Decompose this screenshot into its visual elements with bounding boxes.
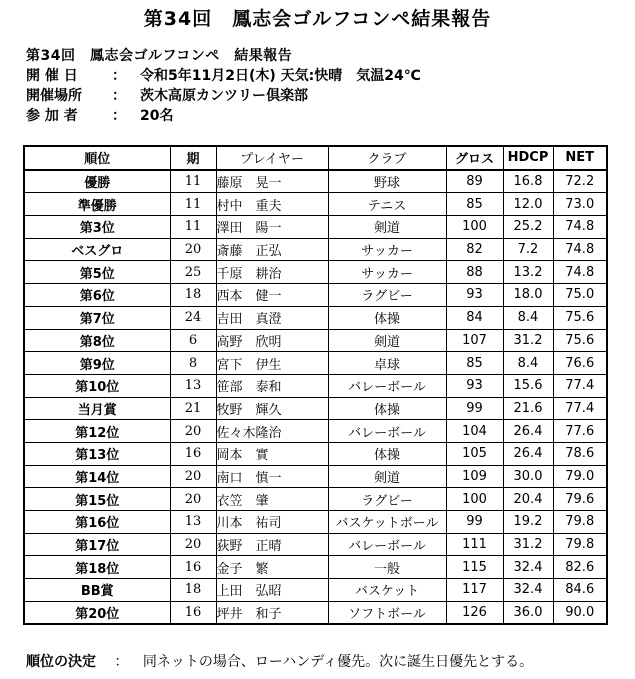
cell-gross: 100 bbox=[446, 216, 503, 239]
page-title: 第34回 鳳志会ゴルフコンペ結果報告 bbox=[143, 8, 492, 30]
cell-hdcp: 13.2 bbox=[503, 261, 553, 284]
cell-term: 8 bbox=[170, 352, 216, 375]
cell-net: 84.6 bbox=[553, 579, 607, 602]
cell-player: 荻野 正晴 bbox=[216, 533, 328, 556]
table-row bbox=[24, 193, 607, 216]
cell-rank: 第6位 bbox=[24, 284, 170, 307]
cell-hdcp: 20.4 bbox=[503, 488, 553, 511]
cell-club: ソフトボール bbox=[328, 601, 446, 624]
header-gross: グロス bbox=[446, 146, 503, 170]
table-row bbox=[24, 556, 607, 579]
venue-separator: ： bbox=[112, 88, 126, 104]
cell-club: 一般 bbox=[328, 556, 446, 579]
cell-term: 16 bbox=[170, 601, 216, 624]
cell-player: 宮下 伊生 bbox=[216, 352, 328, 375]
cell-term: 21 bbox=[170, 397, 216, 420]
cell-player: 村中 重夫 bbox=[216, 193, 328, 216]
table-row bbox=[24, 442, 607, 465]
cell-gross: 99 bbox=[446, 397, 503, 420]
cell-gross: 111 bbox=[446, 533, 503, 556]
table-row bbox=[24, 170, 607, 193]
cell-rank: 第8位 bbox=[24, 329, 170, 352]
cell-rank: 準優勝 bbox=[24, 193, 170, 216]
cell-club: 剣道 bbox=[328, 216, 446, 239]
cell-term: 18 bbox=[170, 579, 216, 602]
table-row bbox=[24, 465, 607, 488]
cell-player: 笹部 泰和 bbox=[216, 374, 328, 397]
cell-gross: 105 bbox=[446, 442, 503, 465]
ranking-rule-separator: ： bbox=[114, 654, 129, 670]
cell-player: 藤原 晃一 bbox=[216, 170, 328, 193]
cell-term: 25 bbox=[170, 261, 216, 284]
cell-club: 体操 bbox=[328, 306, 446, 329]
cell-player: 衣笠 肇 bbox=[216, 488, 328, 511]
cell-club: バレーボール bbox=[328, 374, 446, 397]
cell-term: 11 bbox=[170, 216, 216, 239]
cell-club: 体操 bbox=[328, 397, 446, 420]
cell-net: 79.0 bbox=[553, 465, 607, 488]
cell-hdcp: 16.8 bbox=[503, 170, 553, 193]
cell-net: 75.6 bbox=[553, 329, 607, 352]
table-row bbox=[24, 261, 607, 284]
ranking-rule-text: 同ネットの場合、ローハンディ優先。次に誕生日優先とする。 bbox=[142, 654, 534, 670]
cell-hdcp: 26.4 bbox=[503, 442, 553, 465]
cell-rank: 第7位 bbox=[24, 306, 170, 329]
cell-term: 20 bbox=[170, 420, 216, 443]
cell-rank: 第13位 bbox=[24, 442, 170, 465]
ranking-rule bbox=[26, 651, 533, 671]
results-body bbox=[24, 170, 607, 625]
cell-gross: 82 bbox=[446, 238, 503, 261]
cell-rank: 第18位 bbox=[24, 556, 170, 579]
cell-player: 牧野 輝久 bbox=[216, 397, 328, 420]
cell-gross: 88 bbox=[446, 261, 503, 284]
cell-gross: 85 bbox=[446, 193, 503, 216]
cell-term: 11 bbox=[170, 170, 216, 193]
cell-term: 16 bbox=[170, 442, 216, 465]
table-row bbox=[24, 284, 607, 307]
cell-rank: 第3位 bbox=[24, 216, 170, 239]
table-row bbox=[24, 579, 607, 602]
header-net: NET bbox=[553, 146, 607, 170]
table-row bbox=[24, 238, 607, 261]
cell-rank: 当月賞 bbox=[24, 397, 170, 420]
cell-net: 77.4 bbox=[553, 374, 607, 397]
cell-rank: BB賞 bbox=[24, 579, 170, 602]
event-info bbox=[26, 46, 421, 126]
cell-player: 川本 祐司 bbox=[216, 511, 328, 534]
cell-club: サッカー bbox=[328, 238, 446, 261]
table-row bbox=[24, 511, 607, 534]
cell-net: 79.8 bbox=[553, 511, 607, 534]
cell-gross: 93 bbox=[446, 374, 503, 397]
cell-gross: 104 bbox=[446, 420, 503, 443]
cell-gross: 126 bbox=[446, 601, 503, 624]
header-term: 期 bbox=[170, 146, 216, 170]
cell-player: 坪井 和子 bbox=[216, 601, 328, 624]
date-separator: ： bbox=[112, 68, 126, 84]
cell-gross: 84 bbox=[446, 306, 503, 329]
cell-term: 13 bbox=[170, 374, 216, 397]
cell-hdcp: 32.4 bbox=[503, 556, 553, 579]
cell-player: 高野 欣明 bbox=[216, 329, 328, 352]
cell-gross: 99 bbox=[446, 511, 503, 534]
header-hdcp: HDCP bbox=[503, 146, 553, 170]
table-row bbox=[24, 329, 607, 352]
cell-term: 11 bbox=[170, 193, 216, 216]
cell-club: 野球 bbox=[328, 170, 446, 193]
cell-rank: 第20位 bbox=[24, 601, 170, 624]
event-date-row bbox=[26, 66, 421, 86]
cell-gross: 107 bbox=[446, 329, 503, 352]
cell-net: 74.8 bbox=[553, 216, 607, 239]
cell-player: 千原 耕治 bbox=[216, 261, 328, 284]
cell-term: 6 bbox=[170, 329, 216, 352]
cell-term: 20 bbox=[170, 238, 216, 261]
cell-net: 82.6 bbox=[553, 556, 607, 579]
cell-rank: 第14位 bbox=[24, 465, 170, 488]
event-subtitle: 第34回 鳳志会ゴルフコンペ 結果報告 bbox=[26, 48, 293, 64]
table-row bbox=[24, 306, 607, 329]
ranking-rule-label: 順位の決定 bbox=[26, 654, 96, 670]
cell-hdcp: 30.0 bbox=[503, 465, 553, 488]
table-row bbox=[24, 488, 607, 511]
cell-net: 76.6 bbox=[553, 352, 607, 375]
cell-rank: 第16位 bbox=[24, 511, 170, 534]
cell-rank: 第12位 bbox=[24, 420, 170, 443]
cell-player: 斎藤 正弘 bbox=[216, 238, 328, 261]
cell-term: 16 bbox=[170, 556, 216, 579]
cell-player: 吉田 真澄 bbox=[216, 306, 328, 329]
cell-club: バスケット bbox=[328, 579, 446, 602]
cell-gross: 117 bbox=[446, 579, 503, 602]
participants-separator: ： bbox=[112, 108, 126, 124]
cell-club: サッカー bbox=[328, 261, 446, 284]
cell-net: 75.0 bbox=[553, 284, 607, 307]
cell-gross: 89 bbox=[446, 170, 503, 193]
cell-net: 79.8 bbox=[553, 533, 607, 556]
table-row bbox=[24, 397, 607, 420]
cell-hdcp: 18.0 bbox=[503, 284, 553, 307]
cell-hdcp: 36.0 bbox=[503, 601, 553, 624]
table-row bbox=[24, 533, 607, 556]
cell-club: ラグビー bbox=[328, 284, 446, 307]
cell-hdcp: 7.2 bbox=[503, 238, 553, 261]
table-row bbox=[24, 352, 607, 375]
cell-hdcp: 8.4 bbox=[503, 306, 553, 329]
cell-net: 77.4 bbox=[553, 397, 607, 420]
cell-term: 20 bbox=[170, 488, 216, 511]
table-row bbox=[24, 374, 607, 397]
cell-net: 74.8 bbox=[553, 238, 607, 261]
header-rank: 順位 bbox=[24, 146, 170, 170]
table-header-row bbox=[24, 146, 607, 170]
table-row bbox=[24, 216, 607, 239]
cell-gross: 93 bbox=[446, 284, 503, 307]
cell-player: 岡本 實 bbox=[216, 442, 328, 465]
cell-hdcp: 15.6 bbox=[503, 374, 553, 397]
cell-term: 18 bbox=[170, 284, 216, 307]
cell-rank: ベスグロ bbox=[24, 238, 170, 261]
cell-term: 20 bbox=[170, 465, 216, 488]
cell-gross: 85 bbox=[446, 352, 503, 375]
cell-term: 20 bbox=[170, 533, 216, 556]
cell-gross: 115 bbox=[446, 556, 503, 579]
results-table bbox=[23, 145, 608, 625]
cell-rank: 第17位 bbox=[24, 533, 170, 556]
cell-hdcp: 12.0 bbox=[503, 193, 553, 216]
table-row bbox=[24, 420, 607, 443]
cell-player: 南口 慎一 bbox=[216, 465, 328, 488]
cell-player: 金子 繁 bbox=[216, 556, 328, 579]
cell-club: テニス bbox=[328, 193, 446, 216]
cell-rank: 第5位 bbox=[24, 261, 170, 284]
cell-gross: 109 bbox=[446, 465, 503, 488]
cell-term: 24 bbox=[170, 306, 216, 329]
cell-club: ラグビー bbox=[328, 488, 446, 511]
event-venue-row bbox=[26, 86, 421, 106]
cell-rank: 第10位 bbox=[24, 374, 170, 397]
date-value: 令和5年11月2日(木) 天気:快晴 気温24℃ bbox=[140, 68, 421, 84]
cell-net: 75.6 bbox=[553, 306, 607, 329]
cell-net: 79.6 bbox=[553, 488, 607, 511]
cell-club: 剣道 bbox=[328, 465, 446, 488]
cell-rank: 優勝 bbox=[24, 170, 170, 193]
cell-net: 90.0 bbox=[553, 601, 607, 624]
cell-hdcp: 31.2 bbox=[503, 533, 553, 556]
cell-hdcp: 26.4 bbox=[503, 420, 553, 443]
cell-hdcp: 31.2 bbox=[503, 329, 553, 352]
cell-term: 13 bbox=[170, 511, 216, 534]
venue-label: 開催場所 bbox=[26, 88, 82, 104]
cell-club: バレーボール bbox=[328, 533, 446, 556]
cell-club: 剣道 bbox=[328, 329, 446, 352]
cell-net: 72.2 bbox=[553, 170, 607, 193]
cell-hdcp: 8.4 bbox=[503, 352, 553, 375]
cell-club: バスケットボール bbox=[328, 511, 446, 534]
cell-club: バレーボール bbox=[328, 420, 446, 443]
cell-net: 73.0 bbox=[553, 193, 607, 216]
cell-player: 澤田 陽一 bbox=[216, 216, 328, 239]
header-player: プレイヤー bbox=[216, 146, 328, 170]
cell-net: 78.6 bbox=[553, 442, 607, 465]
cell-hdcp: 21.6 bbox=[503, 397, 553, 420]
venue-value: 茨木高原カンツリー倶楽部 bbox=[140, 88, 308, 104]
cell-player: 上田 弘昭 bbox=[216, 579, 328, 602]
header-club: クラブ bbox=[328, 146, 446, 170]
cell-player: 佐々木隆治 bbox=[216, 420, 328, 443]
cell-gross: 100 bbox=[446, 488, 503, 511]
cell-club: 卓球 bbox=[328, 352, 446, 375]
date-label: 開 催 日 bbox=[26, 68, 78, 84]
cell-hdcp: 32.4 bbox=[503, 579, 553, 602]
cell-rank: 第9位 bbox=[24, 352, 170, 375]
participants-value: 20名 bbox=[140, 108, 174, 124]
cell-club: 体操 bbox=[328, 442, 446, 465]
cell-net: 74.8 bbox=[553, 261, 607, 284]
cell-rank: 第15位 bbox=[24, 488, 170, 511]
participants-label: 参 加 者 bbox=[26, 108, 78, 124]
cell-hdcp: 19.2 bbox=[503, 511, 553, 534]
cell-net: 77.6 bbox=[553, 420, 607, 443]
event-participants-row bbox=[26, 106, 421, 126]
table-row bbox=[24, 601, 607, 624]
cell-hdcp: 25.2 bbox=[503, 216, 553, 239]
cell-player: 西本 健一 bbox=[216, 284, 328, 307]
